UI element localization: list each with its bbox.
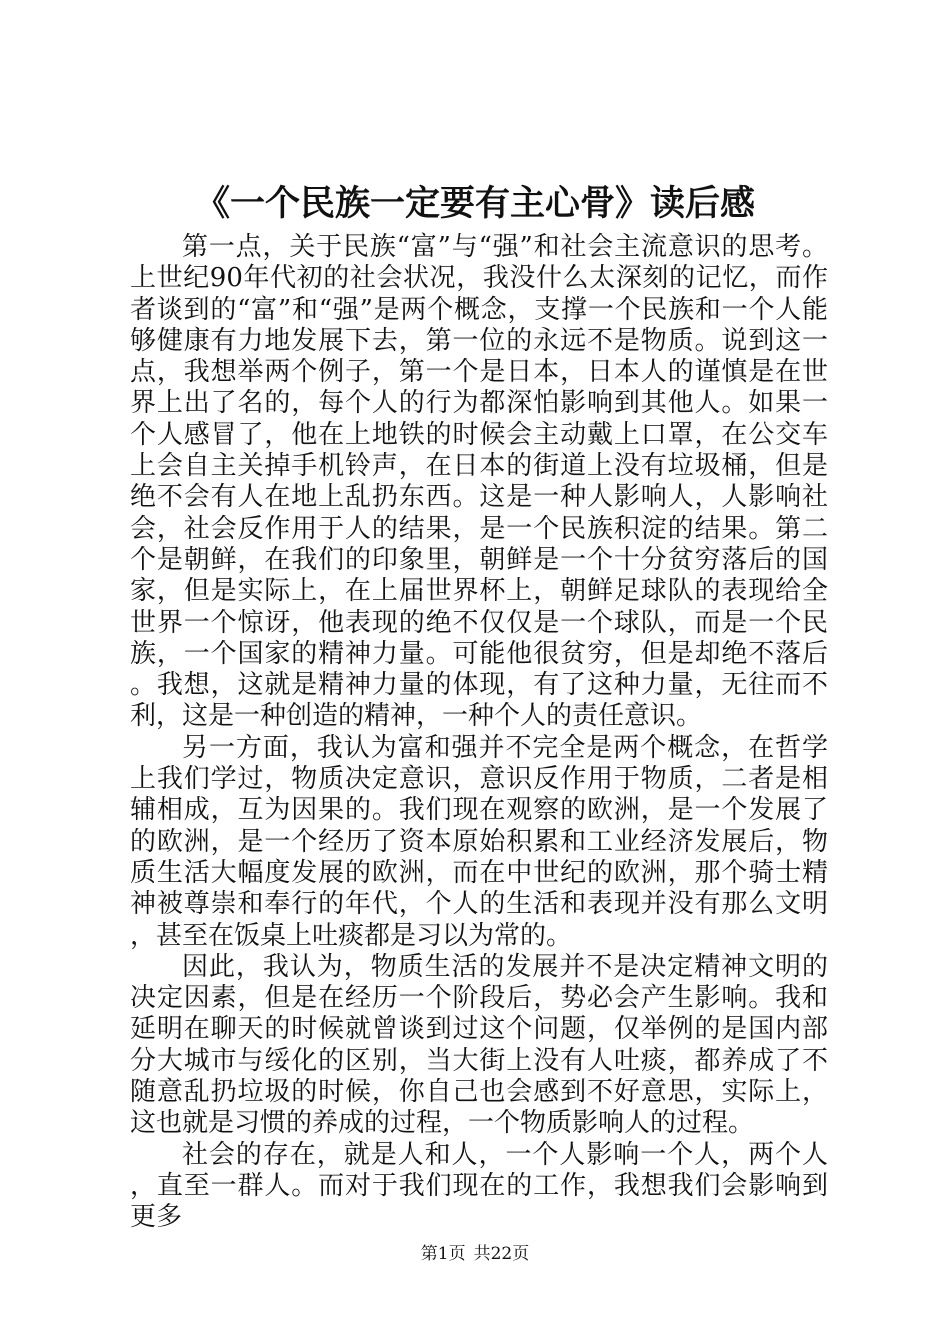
page-footer	[0, 1242, 950, 1266]
paragraph-2: 另一方面，我认为富和强并不完全是两个概念，在哲学上我们学过，物质决定意识，意识反作用于物质，二者是相辅相成，互为因果的。我们现在观察的欧洲，是一个发展了的欧洲，是一个经历了资本原始积累和工业经济发展后，物质生活大幅度发展的欧洲，而在中世纪的欧洲，那个骑士精神被尊崇和奉行的年代，个人的生活和表现并没有那么文明，甚至在饭桌上吐痰都是习以为常的。	[130, 732, 828, 951]
paragraph-4: 社会的存在，就是人和人，一个人影响一个人，两个人，直至一群人。而对于我们现在的工作，我想我们会影响到更多	[130, 1139, 828, 1233]
page-number: 第1页	[420, 1244, 466, 1264]
document-title: 《一个民族一定要有主心骨》读后感	[194, 183, 755, 224]
paragraph-1: 第一点，关于民族“富”与“强”和社会主流意识的思考。上世纪90年代初的社会状况，我没什么太深刻的记忆，而作者谈到的“富”和“强”是两个概念，支撑一个民族和一个人能够健康有力地发展下去，第一位的永远不是物质。说到这一点，我想举两个例子，第一个是日本，日本人的谨慎是在世界上出了名的，每个人的行为都深怕影响到其他人。如果一个人感冒了，他在上地铁的时候会主动戴上口罩，在公交车上会自主关掉手机铃声，在日本的街道上没有垃圾桶，但是绝不会有人在地上乱扔东西。这是一种人影响人，人影响社会，社会反作用于人的结果，是一个民族积淀的结果。第二个是朝鲜，在我们的印象里，朝鲜是一个十分贫穷落后的国家，但是实际上，在上届世界杯上，朝鲜足球队的表现给全世界一个惊讶，他表现的绝不仅仅是一个球队，而是一个民族，一个国家的精神力量。可能他很贫穷，但是却绝不落后。我想，这就是精神力量的体现，有了这种力量，无往而不利，这是一种创造的精神，一种个人的责任意识。	[130, 232, 828, 732]
page-total: 共22页	[473, 1244, 530, 1264]
document-body	[130, 232, 828, 1234]
paragraph-3: 因此，我认为，物质生活的发展并不是决定精神文明的决定因素，但是在经历一个阶段后，势必会产生影响。我和延明在聊天的时候就曾谈到过这个问题，仅举例的是国内部分大城市与绥化的区别，当大街上没有人吐痰，都养成了不随意乱扔垃圾的时候，你自己也会感到不好意思，实际上，这也就是习惯的养成的过程，一个物质影响人的过程。	[130, 951, 828, 1139]
